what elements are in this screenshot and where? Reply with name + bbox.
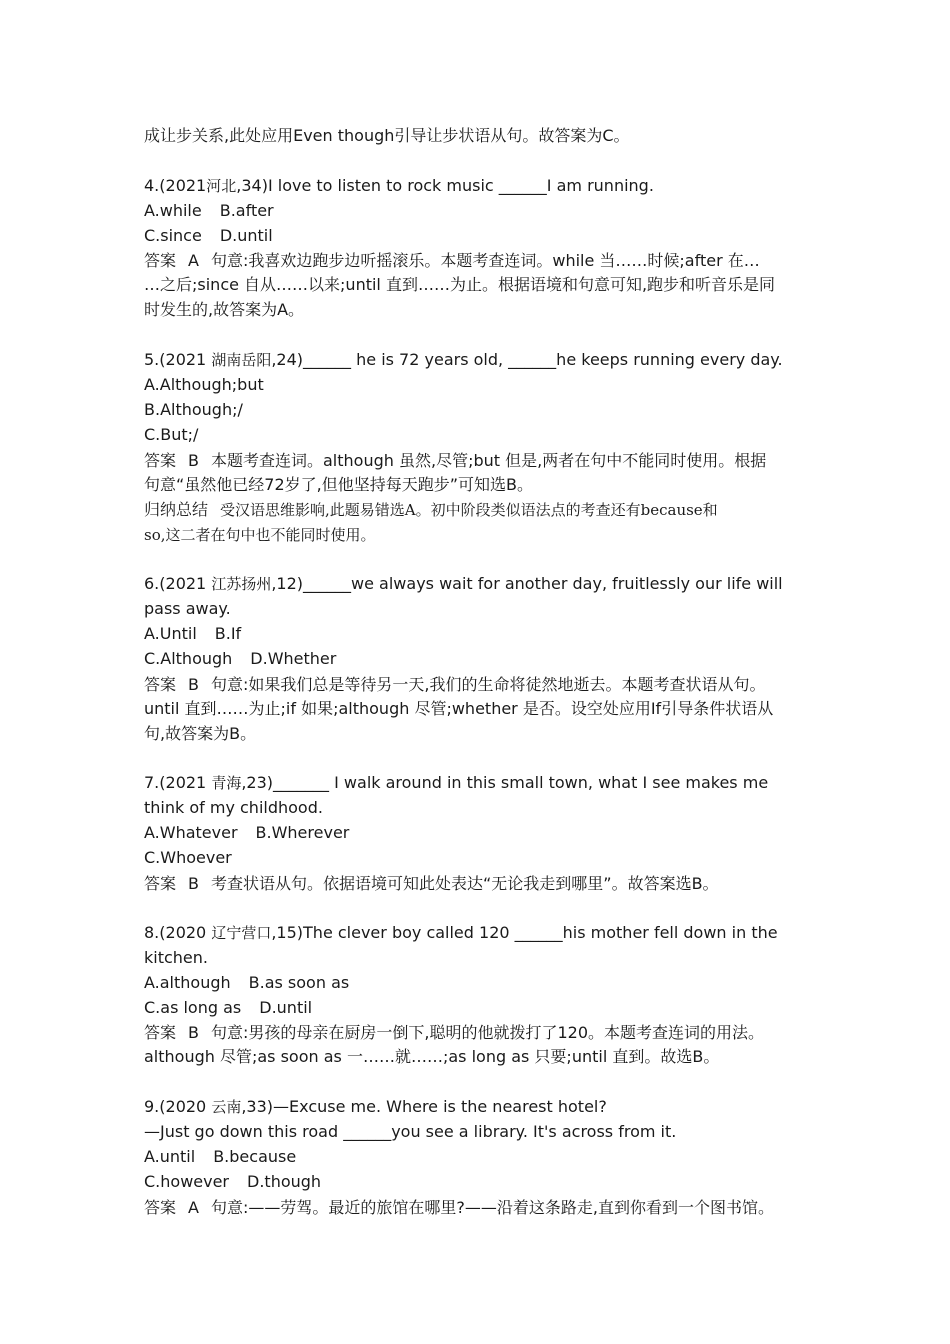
q5-answer-label: 答案 — [144, 451, 177, 470]
q9-stem-text-1: —Excuse me. Where is the nearest hotel? — [273, 1097, 607, 1116]
q4-num: ,34) — [236, 176, 268, 195]
q8-num: ,15) — [271, 923, 304, 942]
q9-options-row-1 — [144, 1146, 296, 1168]
q4-answer-letter: A — [188, 251, 199, 270]
q7-options-row-1 — [144, 822, 349, 844]
q7-option-a: A.Whatever — [144, 823, 238, 842]
q6-prefix: 6.(2021 — [144, 574, 207, 593]
q6-explanation-3: 句,故答案为B。 — [144, 724, 257, 743]
q7-option-c: C.Whoever — [144, 848, 232, 867]
question-6-stem-2: pass away. — [144, 599, 231, 618]
q4-option-d: D.until — [219, 226, 273, 245]
q9-answer-label: 答案 — [144, 1198, 177, 1217]
q4-option-b: B.after — [219, 201, 274, 220]
q9-answer-line-1 — [144, 1197, 774, 1219]
q6-stem-text-1: ______we always wait for another day, fruitlessly our life will — [303, 574, 783, 593]
q6-answer-letter: B — [188, 675, 199, 694]
q4-year: 2021 — [165, 176, 207, 195]
q8-option-c: C.as long as — [144, 998, 242, 1017]
q8-options-row-2 — [144, 997, 312, 1019]
q9-answer-letter: A — [188, 1198, 199, 1217]
q4-explanation-1: 句意:我喜欢边跑步边听摇滚乐。本题考查连词。while 当……时候;after 在… — [210, 251, 760, 270]
question-9-stem-2: —Just go down this road ______you see a library. It's across from it. — [144, 1122, 677, 1141]
q8-option-b: B.as soon as — [248, 973, 350, 992]
q5-explanation-1: 本题考查连词。although 虽然,尽管;but 但是,两者在句中不能同时使用。根据 — [211, 451, 767, 470]
q6-answer-line-1 — [144, 674, 765, 696]
q5-summary-label: 归纳总结 — [144, 500, 209, 519]
q7-explanation-1: 考查状语从句。依据语境可知此处表达“无论我走到哪里”。故答案选B。 — [211, 874, 719, 893]
q6-answer-label: 答案 — [144, 675, 177, 694]
q7-answer-label: 答案 — [144, 874, 177, 893]
q6-source: 江苏扬州 — [211, 575, 272, 593]
q7-option-b: B.Wherever — [255, 823, 350, 842]
q6-options-row-1 — [144, 623, 241, 645]
q6-option-c: C.Although — [144, 649, 233, 668]
question-4-stem — [144, 175, 654, 197]
q8-explanation-2: although 尽管;as soon as 一……就……;as long as 只要;until 直到。故选B。 — [144, 1047, 720, 1066]
question-7-stem-1 — [144, 772, 768, 794]
q9-option-a: A.until — [144, 1147, 196, 1166]
q7-source: 青海 — [211, 774, 242, 792]
q7-prefix: 7.(2021 — [144, 773, 207, 792]
q4-explanation-2: …之后;since 自从……以来;until 直到……为止。根据语境和句意可知,跑步和听音乐是同 — [144, 275, 776, 294]
q6-explanation-2: until 直到……为止;if 如果;although 尽管;whether 是否。设空处应用If引导条件状语从 — [144, 699, 774, 718]
q8-prefix: 8.(2020 — [144, 923, 207, 942]
question-9-stem-1 — [144, 1096, 607, 1118]
q4-answer-line-1 — [144, 250, 760, 272]
q6-num: ,12) — [271, 574, 304, 593]
q8-source: 辽宁营口 — [211, 924, 272, 942]
q4-option-a: A.while — [144, 201, 202, 220]
q5-explanation-2: 句意“虽然他已经72岁了,但他坚持每天跑步”可知选B。 — [144, 475, 534, 494]
q8-options-row-1 — [144, 972, 349, 994]
q5-summary-2: so,这二者在句中也不能同时使用。 — [144, 526, 376, 544]
q4-stem-text: I love to listen to rock music ______I am running. — [267, 176, 654, 195]
q8-option-a: A.although — [144, 973, 231, 992]
q5-option-a: A.Although;but — [144, 375, 264, 394]
q8-stem-text-1: The clever boy called 120 ______his mother fell down in the — [303, 923, 778, 942]
q4-option-c: C.since — [144, 226, 202, 245]
q5-stem-text: ______ he is 72 years old, ______he keeps running every day. — [303, 350, 783, 369]
q8-option-d: D.until — [259, 998, 313, 1017]
q6-option-a: A.Until — [144, 624, 197, 643]
q9-num: ,33) — [241, 1097, 274, 1116]
q5-summary-1: 受汉语思维影响,此题易错选A。初中阶段类似语法点的考查还有because和 — [220, 501, 718, 519]
q7-stem-text-1: _______ I walk around in this small town, what I see makes me — [273, 773, 769, 792]
q9-option-c: C.however — [144, 1172, 230, 1191]
q4-explanation-3: 时发生的,故答案为A。 — [144, 300, 305, 319]
q9-prefix: 9.(2020 — [144, 1097, 207, 1116]
q9-source: 云南 — [211, 1098, 242, 1116]
q4-options-row-1 — [144, 200, 274, 222]
question-8-stem-1 — [144, 922, 778, 944]
intro-line: 成让步关系,此处应用Even though引导让步状语从句。故答案为C。 — [144, 126, 630, 145]
q9-options-row-2 — [144, 1171, 321, 1193]
q5-option-b: B.Although;/ — [144, 400, 243, 419]
q8-explanation-1: 句意:男孩的母亲在厨房一倒下,聪明的他就拨打了120。本题考查连词的用法。 — [211, 1023, 765, 1042]
question-5-stem — [144, 349, 783, 371]
q6-options-row-2 — [144, 648, 336, 670]
question-6-stem-1 — [144, 573, 783, 595]
q5-summary-line-1 — [144, 499, 718, 521]
q6-explanation-1: 句意:如果我们总是等待另一天,我们的生命将徒然地逝去。本题考查状语从句。 — [211, 675, 766, 694]
q5-answer-letter: B — [188, 451, 199, 470]
q5-source: 湖南岳阳 — [211, 351, 272, 369]
q4-options-row-2 — [144, 225, 273, 247]
q4-prefix: 4.( — [144, 176, 166, 195]
q5-num: ,24) — [271, 350, 304, 369]
q4-source: 河北 — [206, 177, 237, 195]
q5-option-c: C.But;/ — [144, 425, 199, 444]
q5-prefix: 5.(2021 — [144, 350, 207, 369]
q4-answer-label: 答案 — [144, 251, 177, 270]
q9-explanation-1: 句意:——劳驾。最近的旅馆在哪里?——沿着这条路走,直到你看到一个图书馆。 — [210, 1198, 774, 1217]
q8-answer-line-1 — [144, 1022, 764, 1044]
question-8-stem-2: kitchen. — [144, 948, 208, 967]
question-7-stem-2: think of my childhood. — [144, 798, 323, 817]
q5-answer-line-1 — [144, 450, 766, 472]
q6-option-d: D.Whether — [250, 649, 337, 668]
q9-option-b: B.because — [213, 1147, 297, 1166]
q7-answer-letter: B — [188, 874, 199, 893]
q7-num: ,23) — [241, 773, 274, 792]
q7-answer-line-1 — [144, 873, 719, 895]
q8-answer-letter: B — [188, 1023, 199, 1042]
q8-answer-label: 答案 — [144, 1023, 177, 1042]
q9-option-d: D.though — [247, 1172, 322, 1191]
q6-option-b: B.If — [214, 624, 242, 643]
